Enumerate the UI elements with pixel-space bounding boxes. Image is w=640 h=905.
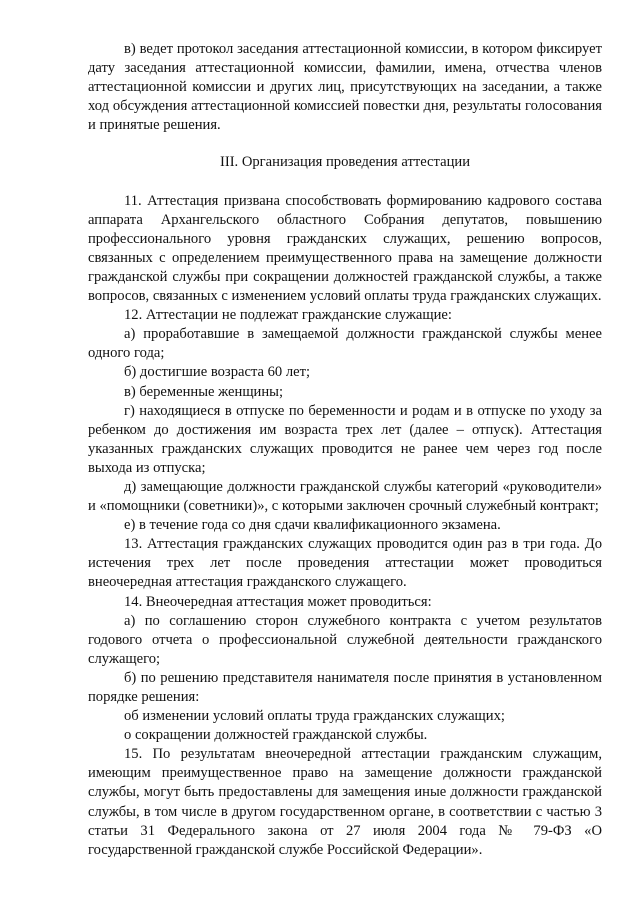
- paragraph-14-b-2: о сокращении должностей гражданской службы.: [124, 727, 428, 744]
- paragraph-12-e: е) в течение года со дня сдачи квалификационного экзамена.: [124, 517, 501, 534]
- paragraph-12-v: в) беременные женщины;: [124, 383, 284, 400]
- paragraph-protocol: в) ведет протокол заседания аттестационной комиссии, в котором фиксирует дату заседания аттестационной комиссии, фамилии, имена, отчества членов аттестационной комиссии и других лиц, присутствующих на заседании, а также ход обсуждения аттестационной комиссией повестки дня, результаты голосования и принятые решения.: [88, 41, 602, 134]
- paragraph-14-b: б) по решению представителя нанимателя после принятия в установленном порядке решения:: [88, 669, 602, 705]
- paragraph-12: 12. Аттестации не подлежат гражданские служащие:: [124, 307, 452, 324]
- section-heading: III. Организация проведения аттестации: [219, 154, 471, 171]
- paragraph-12-d: д) замещающие должности гражданской службы категорий «руководители» и «помощники (советники)», с которыми заключен срочный служебный контракт;: [88, 478, 602, 515]
- paragraph-14: 14. Внеочередная аттестация может проводиться:: [124, 593, 432, 610]
- paragraph-11: 11. Аттестация призвана способствовать формированию кадрового состава аппарата Архангельского областного Собрания депутатов, повышению профессионального уровня гражданских служащих, решению вопросов, связанных с определением преимущественного права на замещение должности гражданской службы при сокращении должностей гражданской службы, а также вопросов, связанных с изменением условий оплаты труда гражданских служащих.: [88, 192, 602, 305]
- paragraph-12-g: г) находящиеся в отпуске по беременности и родам и в отпуске по уходу за ребенком до достижения им возраста трех лет (далее – отпуск). Аттестация указанных гражданских служащих проводится не ранее чем через год после выхода из отпуска;: [88, 402, 602, 476]
- paragraph-12-b: б) достигшие возраста 60 лет;: [124, 364, 311, 381]
- paragraph-15: 15. По результатам внеочередной аттестации гражданским служащим, имеющим преимущественное право на замещение должности гражданской службы, могут быть предоставлены для замещения иные должности гражданской службы, в том числе в другом государственном органе, в соответствии с частью 3 статьи 31 Федерального закона от 27 июля 2004 года № 79-ФЗ «О государственной гражданской службе Российской Федерации».: [88, 746, 602, 858]
- paragraph-13: 13. Аттестация гражданских служащих проводится один раз в три года. До истечения трех лет после проведения аттестации может проводиться внеочередная аттестация гражданского служащего.: [88, 536, 602, 591]
- paragraph-14-b-1: об изменении условий оплаты труда гражданских служащих;: [124, 708, 505, 725]
- paragraph-14-a: а) по соглашению сторон служебного контракта с учетом результатов годового отчета о профессиональной служебной деятельности гражданского служащего;: [88, 612, 602, 667]
- document-page: [88, 40, 602, 860]
- paragraph-12-a: а) проработавшие в замещаемой должности гражданской службы менее одного года;: [88, 326, 602, 362]
